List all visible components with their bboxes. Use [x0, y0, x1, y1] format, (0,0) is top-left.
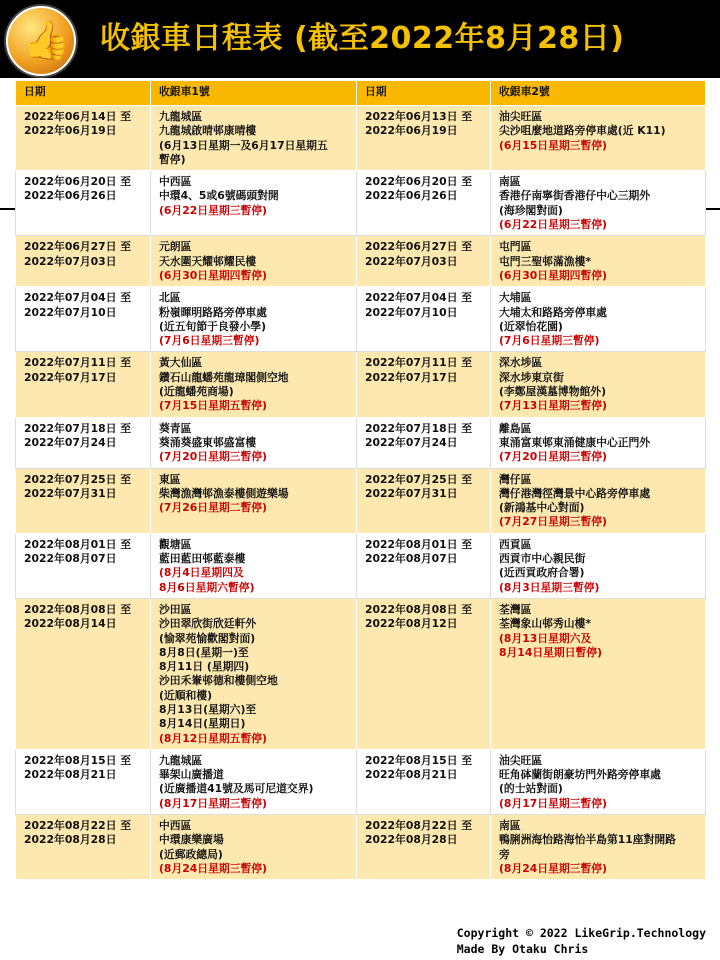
date-line: 2022年08月21日: [365, 768, 458, 782]
location-cell: [491, 815, 706, 880]
date-line: 2022年07月17日: [24, 370, 117, 384]
table-row: [16, 287, 706, 352]
location-line: (近郵政總局): [159, 847, 223, 861]
location-line: 中西區: [159, 819, 192, 833]
date-line: 2022年07月10日: [365, 305, 458, 319]
date-cell: [357, 171, 491, 236]
suspension-note: 8月14日星期日暫停): [499, 645, 603, 659]
location-line: 8月8日(星期一)至: [159, 645, 249, 659]
date-line: 2022年07月04日 至: [365, 291, 473, 305]
date-cell: [16, 287, 151, 352]
date-cell: [16, 815, 151, 880]
location-line: (近順和樓): [159, 688, 213, 702]
header-date-2: 日期: [357, 81, 491, 106]
date-cell: [357, 417, 491, 468]
date-line: 2022年06月20日 至: [365, 175, 473, 189]
date-line: 2022年06月27日 至: [365, 240, 473, 254]
date-line: 2022年08月28日: [365, 833, 458, 847]
date-line: 2022年08月07日: [24, 552, 117, 566]
location-line: 九龍城啟晴邨康晴樓: [159, 124, 257, 138]
date-cell: [357, 352, 491, 417]
location-line: 油尖旺區: [499, 110, 543, 123]
date-line: 2022年07月25日 至: [365, 472, 473, 486]
date-line: 2022年07月10日: [24, 305, 117, 319]
suspension-note: (6月22日星期三暫停): [499, 218, 607, 232]
date-line: 2022年06月26日: [24, 189, 117, 203]
location-line: 觀塘區: [159, 537, 192, 551]
date-line: 2022年08月15日 至: [365, 753, 473, 767]
date-cell: [16, 533, 151, 598]
location-line: 九龍城區: [159, 110, 203, 123]
location-line: 深水埗東京街: [499, 370, 564, 384]
location-line: 中西區: [159, 175, 192, 189]
date-line: 2022年07月25日 至: [24, 472, 132, 486]
suspension-note: (6月30日星期四暫停): [159, 268, 267, 282]
suspension-note: (8月13日星期六及: [499, 631, 592, 645]
date-line: 2022年07月18日 至: [365, 421, 473, 435]
suspension-note: (6月15日星期三暫停): [499, 138, 607, 152]
suspension-note: (8月24日星期三暫停): [499, 861, 607, 875]
location-line: 畢架山廣播道: [159, 768, 224, 782]
location-line: 沙田區: [159, 602, 192, 616]
date-line: 2022年06月13日 至: [365, 110, 473, 123]
location-cell: [491, 417, 706, 468]
logo-icon: 👍: [6, 6, 76, 76]
table-row: [16, 236, 706, 287]
suspension-note: (7月6日星期三暫停): [499, 334, 600, 348]
location-line: (近龍蟠苑商場): [159, 385, 234, 399]
table-row: [16, 171, 706, 236]
suspension-note: (8月24日星期三暫停): [159, 861, 267, 875]
date-line: 2022年06月26日: [365, 189, 458, 203]
location-line: 旺角砵蘭街朗豪坊門外路旁停車處: [499, 768, 661, 782]
location-line: 元朗區: [159, 240, 192, 254]
location-line: 8月11日 (星期四): [159, 660, 250, 674]
table-row: [16, 815, 706, 880]
location-line: 深水埗區: [499, 356, 543, 370]
location-line: 香港仔南寧街香港仔中心三期外: [499, 189, 651, 203]
location-cell: [151, 815, 357, 880]
location-line: (近廣播道41號及馬可尼道交界): [159, 782, 314, 796]
date-cell: [16, 417, 151, 468]
table-row: [16, 468, 706, 533]
location-cell: [491, 287, 706, 352]
date-cell: [357, 287, 491, 352]
page-title: 收銀車日程表 (截至2022年8月28日): [100, 21, 625, 56]
location-cell: [151, 287, 357, 352]
date-line: 2022年08月22日 至: [24, 819, 132, 833]
table-row: [16, 598, 706, 749]
location-line: 沙田禾輋邨德和樓側空地: [159, 674, 278, 688]
location-cell: [151, 417, 357, 468]
location-cell: [151, 106, 357, 171]
table-row: [16, 106, 706, 171]
location-line: 灣仔區: [499, 472, 532, 486]
table-row: [16, 352, 706, 417]
location-cell: [151, 171, 357, 236]
location-line: 西貢市中心親民街: [499, 552, 586, 566]
location-cell: [491, 468, 706, 533]
date-line: 2022年06月20日 至: [24, 175, 132, 189]
location-line: (6月13日星期一及6月17日星期五: [159, 138, 328, 152]
location-line: (近翠怡花園): [499, 319, 563, 333]
location-cell: [491, 171, 706, 236]
location-cell: [151, 468, 357, 533]
date-cell: [16, 236, 151, 287]
suspension-note: 8月6日星期六暫停): [159, 580, 255, 594]
location-cell: [491, 598, 706, 749]
suspension-note: (8月17日星期三暫停): [499, 796, 607, 810]
date-cell: [357, 815, 491, 880]
location-cell: [151, 352, 357, 417]
location-line: 九龍城區: [159, 753, 203, 767]
suspension-note: (8月12日星期五暫停): [159, 731, 267, 745]
location-line: (新鴻基中心對面): [499, 501, 585, 515]
schedule-body: [16, 106, 706, 880]
date-line: 2022年07月31日: [24, 486, 117, 500]
suspension-note: (7月15日星期五暫停): [159, 399, 267, 413]
date-line: 2022年08月15日 至: [24, 753, 132, 767]
date-line: 2022年07月24日: [24, 435, 117, 449]
header-date-1: 日期: [16, 81, 151, 106]
location-line: (海珍閣對面): [499, 203, 563, 217]
date-line: 2022年07月31日: [365, 486, 458, 500]
footer-credits: [457, 925, 706, 957]
copyright-text: Copyright © 2022 LikeGrip.Technology: [456, 926, 706, 940]
table-row: [16, 533, 706, 598]
date-cell: [16, 468, 151, 533]
location-line: 大埔區: [499, 291, 532, 305]
date-cell: [16, 749, 151, 814]
schedule-table: [15, 80, 706, 880]
location-line: 暫停): [159, 152, 186, 166]
suspension-note: (7月26日星期二暫停): [159, 501, 267, 515]
date-line: 2022年07月11日 至: [24, 356, 132, 370]
location-line: 黃大仙區: [159, 356, 203, 370]
suspension-note: (7月20日星期三暫停): [499, 450, 607, 464]
location-cell: [491, 352, 706, 417]
location-line: 天水圍天耀邨耀民樓: [159, 254, 257, 268]
date-line: 2022年07月03日: [24, 254, 117, 268]
table-row: [16, 417, 706, 468]
location-line: 灣仔港灣徑灣景中心路旁停車處: [499, 486, 651, 500]
location-cell: [491, 749, 706, 814]
date-line: 2022年07月04日 至: [24, 291, 132, 305]
location-cell: [151, 533, 357, 598]
date-line: 2022年08月08日 至: [24, 602, 132, 616]
date-line: 2022年08月14日: [24, 617, 117, 631]
date-line: 2022年08月01日 至: [365, 537, 473, 551]
location-line: 鑽石山龍蟠苑龍璋閣側空地: [159, 370, 289, 384]
location-line: 西貢區: [499, 537, 532, 551]
date-line: 2022年07月24日: [365, 435, 458, 449]
date-cell: [357, 749, 491, 814]
date-cell: [357, 533, 491, 598]
date-line: 2022年08月21日: [24, 768, 117, 782]
location-line: 中環康樂廣場: [159, 833, 224, 847]
location-line: 東區: [159, 472, 181, 486]
suspension-note: (8月17日星期三暫停): [159, 796, 267, 810]
location-line: 8月13日(星期六)至: [159, 702, 257, 716]
location-line: 旁: [499, 847, 510, 861]
location-line: (近五旬節于良發小學): [159, 319, 267, 333]
suspension-note: (6月22日星期三暫停): [159, 203, 267, 217]
table-header-row: [16, 81, 706, 106]
table-row: [16, 749, 706, 814]
location-cell: [491, 106, 706, 171]
suspension-note: (8月3日星期三暫停): [499, 580, 600, 594]
date-line: 2022年06月27日 至: [24, 240, 132, 254]
location-line: 藍田藍田邨藍泰樓: [159, 552, 246, 566]
location-line: 南區: [499, 175, 521, 189]
suspension-note: (7月20日星期三暫停): [159, 450, 267, 464]
suspension-note: (7月6日星期三暫停): [159, 334, 260, 348]
date-line: 2022年06月19日: [24, 124, 117, 138]
location-line: 東涌富東邨東涌健康中心正門外: [499, 435, 651, 449]
location-line: 尖沙咀麼地道路旁停車處(近 K11): [499, 124, 666, 138]
location-line: 離島區: [499, 421, 532, 435]
date-cell: [357, 468, 491, 533]
date-line: 2022年06月14日 至: [24, 110, 132, 123]
location-line: 葵涌葵盛東邨盛富樓: [159, 435, 257, 449]
date-cell: [16, 598, 151, 749]
date-cell: [357, 106, 491, 171]
date-line: 2022年08月07日: [365, 552, 458, 566]
suspension-note: (6月30日星期四暫停): [499, 268, 607, 282]
date-cell: [357, 236, 491, 287]
date-line: 2022年08月01日 至: [24, 537, 132, 551]
location-cell: [151, 749, 357, 814]
location-line: 南區: [499, 819, 521, 833]
location-cell: [151, 236, 357, 287]
date-line: 2022年06月19日: [365, 124, 458, 138]
location-line: 荃灣象山邨秀山樓*: [499, 617, 592, 631]
date-line: 2022年07月17日: [365, 370, 458, 384]
date-cell: [16, 352, 151, 417]
location-line: 葵青區: [159, 421, 192, 435]
date-line: 2022年08月08日 至: [365, 602, 473, 616]
date-cell: [357, 598, 491, 749]
date-line: 2022年08月22日 至: [365, 819, 473, 833]
location-line: 油尖旺區: [499, 753, 543, 767]
date-cell: [16, 171, 151, 236]
location-line: 荃灣區: [499, 602, 532, 616]
location-line: 中環4、5或6號碼頭對開: [159, 189, 279, 203]
location-cell: [491, 533, 706, 598]
location-line: 8月14日(星期日): [159, 717, 246, 731]
header-truck-1: 收銀車1號: [151, 81, 357, 106]
location-line: 粉嶺暉明路路旁停車處: [159, 305, 267, 319]
date-line: 2022年07月11日 至: [365, 356, 473, 370]
location-line: 鴨脷洲海怡路海怡半島第11座對開路: [499, 833, 676, 847]
location-line: 北區: [159, 291, 181, 305]
header-truck-2: 收銀車2號: [491, 81, 706, 106]
location-line: 沙田翠欣街欣廷軒外: [159, 617, 257, 631]
date-line: 2022年08月12日: [365, 617, 458, 631]
suspension-note: (7月13日星期三暫停): [499, 399, 607, 413]
suspension-note: (7月27日星期三暫停): [499, 515, 607, 529]
author-text: Made By Otaku Chris: [456, 942, 589, 956]
location-line: (李鄭屋漢墓博物館外): [499, 385, 607, 399]
location-line: 大埔太和路路旁停車處: [499, 305, 607, 319]
location-line: (近西貢政府合署): [499, 566, 585, 580]
location-line: 屯門三聖邨滿漁樓*: [499, 254, 592, 268]
location-line: (的士站對面): [499, 782, 563, 796]
suspension-note: (8月4日星期四及: [159, 566, 244, 580]
location-cell: [151, 598, 357, 749]
location-cell: [491, 236, 706, 287]
location-line: 屯門區: [499, 240, 532, 254]
date-line: 2022年07月18日 至: [24, 421, 132, 435]
date-line: 2022年07月03日: [365, 254, 458, 268]
header-bar: [0, 0, 720, 78]
location-line: (愉翠苑愉歡閣對面): [159, 631, 256, 645]
date-cell: [16, 106, 151, 171]
location-line: 柴灣漁灣邨漁泰樓側遊樂場: [159, 486, 289, 500]
date-line: 2022年08月28日: [24, 833, 117, 847]
